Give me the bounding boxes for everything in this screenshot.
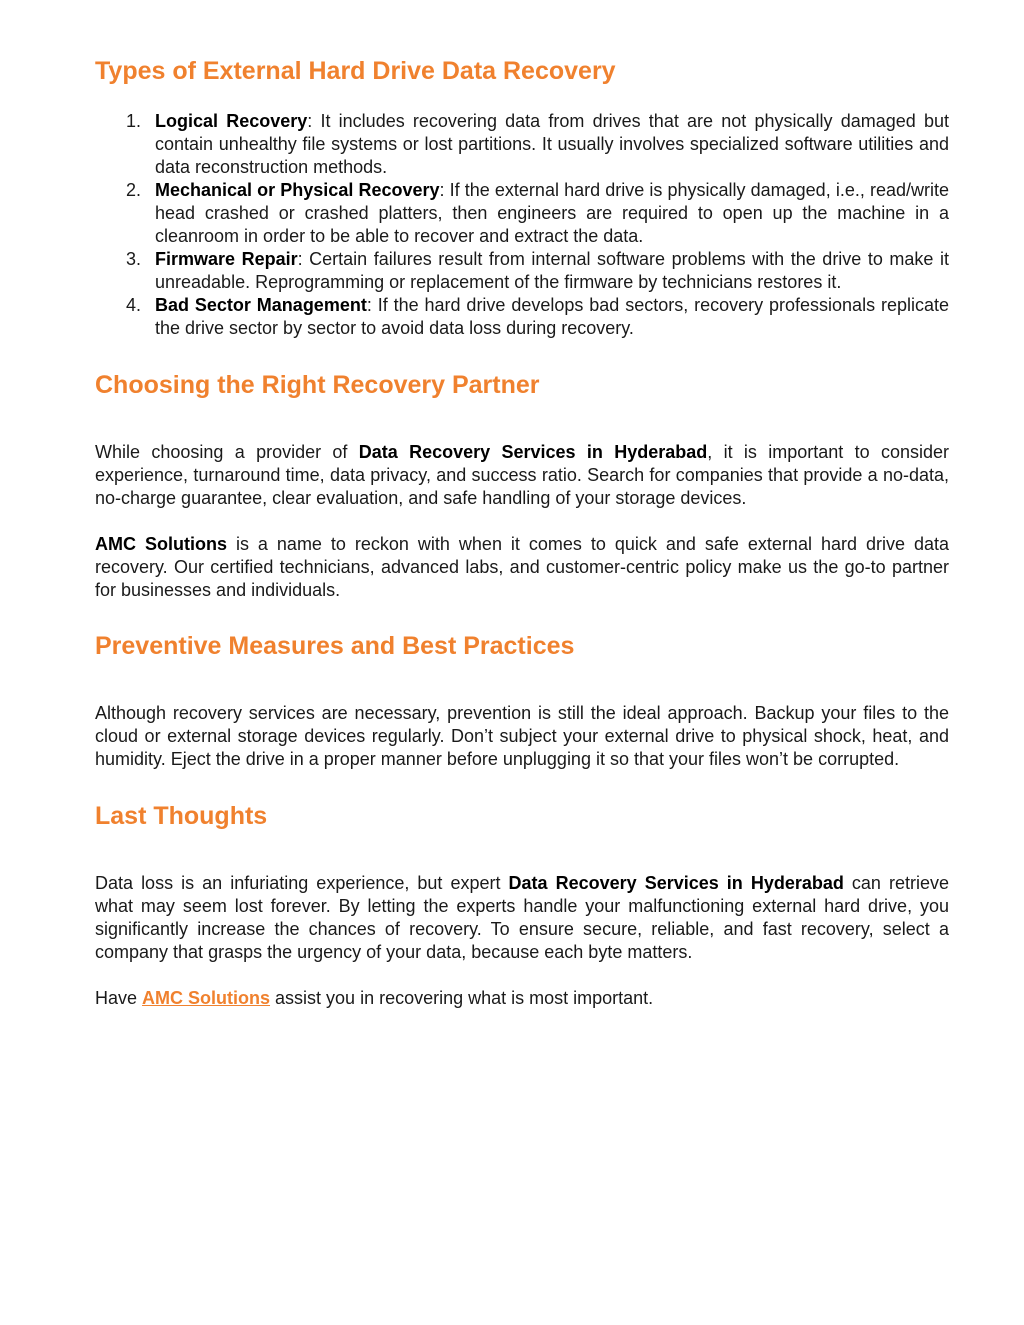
paragraph-prevention: Although recovery services are necessary, prevention is still the ideal approach. Backup your files to the cloud or external storage devices regularly. Don’t subject your external drive to physical shock, heat, and humidity. Eject the drive in a proper manner before unplugging it so that your files won’t be corrupted. xyxy=(95,703,949,769)
paragraph-text: Have xyxy=(95,988,143,1008)
list-item-term: Mechanical or Physical Recovery xyxy=(155,180,440,200)
paragraph-text: is a name to reckon with when it comes to quick and safe external hard drive data recovery. Our certified technicians, advanced labs, and customer-centric policy make us the go-to partner for businesses and individuals. xyxy=(95,534,949,600)
paragraph-amc-intro xyxy=(95,533,949,602)
list-item-term: Firmware Repair xyxy=(155,249,298,269)
list-item xyxy=(95,248,949,294)
paragraph-text: can retrieve what may seem lost forever. By letting the experts handle your malfunctioning external hard drive, you significantly increase the chances of recovery. To ensure secure, reliable, and fast recovery, select a company that grasps the urgency of your data, because each byte matters. xyxy=(95,873,949,962)
list-item-text: : If the external hard drive is physically damaged, i.e., read/write head crashed or crashed platters, then engineers are required to open up the machine in a cleanroom in order to be able to recover and extract the data. xyxy=(155,180,949,246)
paragraph-last-thoughts xyxy=(95,872,949,964)
list-item-term: Logical Recovery xyxy=(155,111,308,131)
recovery-types-list xyxy=(95,110,949,340)
list-number: 4. xyxy=(126,295,142,315)
heading-types-of-recovery: Types of External Hard Drive Data Recovery xyxy=(95,57,616,85)
bold-company-name: AMC Solutions xyxy=(95,534,227,554)
heading-choosing-partner: Choosing the Right Recovery Partner xyxy=(95,371,540,399)
paragraph-text: , it is important to consider experience, turnaround time, data privacy, and success ratio. Search for companies that provide a no-data, no-charge guarantee, clear evaluation, and safe handling of your storage devices. xyxy=(95,442,949,508)
list-number: 2. xyxy=(126,180,142,200)
list-item xyxy=(95,179,949,248)
paragraph-choosing-provider xyxy=(95,441,949,510)
paragraph-closing xyxy=(95,987,949,1010)
list-item xyxy=(95,294,949,340)
paragraph-text: assist you in recovering what is most important. xyxy=(270,988,654,1008)
amc-solutions-link[interactable]: AMC Solutions xyxy=(142,988,271,1008)
heading-last-thoughts: Last Thoughts xyxy=(95,802,268,830)
list-item-text: : It includes recovering data from drives that are not physically damaged but contain unhealthy file systems or lost partitions. It usually involves specialized software utilities and data reconstruction methods. xyxy=(155,111,949,177)
paragraph-text: While choosing a provider of xyxy=(95,442,359,462)
document-page xyxy=(95,0,949,1010)
list-item-term: Bad Sector Management xyxy=(155,295,367,315)
paragraph-text: Data loss is an infuriating experience, but expert xyxy=(95,873,509,893)
list-number: 1. xyxy=(126,111,142,131)
heading-preventive-measures: Preventive Measures and Best Practices xyxy=(95,632,575,660)
list-item-text: : If the hard drive develops bad sectors, recovery professionals replicate the drive sector by sector to avoid data loss during recovery. xyxy=(155,295,949,338)
bold-service-name: Data Recovery Services in Hyderabad xyxy=(358,442,708,462)
list-item xyxy=(95,110,949,179)
bold-service-name: Data Recovery Services in Hyderabad xyxy=(508,873,844,893)
list-number: 3. xyxy=(126,249,142,269)
list-item-text: : Certain failures result from internal software problems with the drive to make it unreadable. Reprogramming or replacement of the firmware by technicians restores it. xyxy=(155,249,949,292)
